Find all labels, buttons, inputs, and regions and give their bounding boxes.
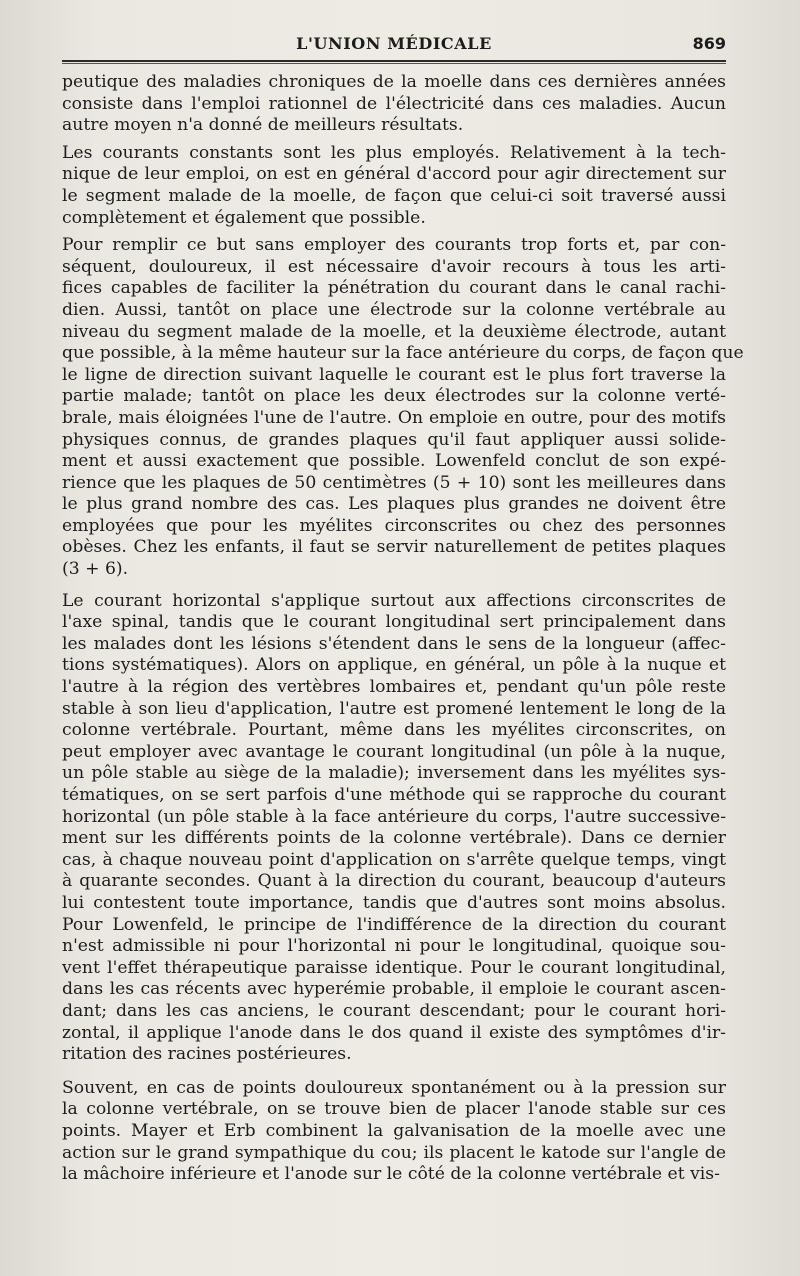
- text-line: niveau du segment malade de la moelle, et la deuxième électrode, autant: [62, 321, 726, 342]
- text-line: tions systématiques). Alors on applique, en général, un pôle à la nuque et: [62, 655, 726, 676]
- paragraph: [62, 1078, 726, 1186]
- text-line: ment et aussi exactement que possible. Lowenfeld conclut de son expé-: [62, 451, 726, 472]
- text-line: dant; dans les cas anciens, le courant descendant; pour le courant hori-: [62, 1000, 726, 1021]
- text-line: autre moyen n'a donné de meilleurs résultats.: [62, 115, 464, 136]
- text-line: Les courants constants sont les plus employés. Relativement à la tech-: [62, 142, 726, 163]
- text-line: employées que pour les myélites circonscrites ou chez des personnes: [62, 515, 726, 536]
- text-line: que possible, à la même hauteur sur la face antérieure du corps, de façon que: [62, 343, 744, 364]
- text-line: ritation des racines postérieures.: [62, 1044, 352, 1065]
- text-line: consiste dans l'emploi rationnel de l'électricité dans ces maladies. Aucun: [62, 93, 726, 114]
- text-line: nique de leur emploi, on est en général d'accord pour agir directement sur: [62, 164, 726, 185]
- text-line: points. Mayer et Erb combinent la galvanisation de la moelle avec une: [62, 1120, 726, 1141]
- text-line: l'axe spinal, tandis que le courant longitudinal sert principalement dans: [62, 612, 726, 633]
- text-line: horizontal (un pôle stable à la face antérieure du corps, l'autre successive-: [62, 806, 726, 827]
- page-header: [62, 28, 726, 62]
- text-line: l'autre à la région des vertèbres lombaires et, pendant qu'un pôle reste: [62, 677, 726, 698]
- text-line: dans les cas récents avec hyperémie probable, il emploie le courant ascen-: [62, 979, 726, 1000]
- text-line: tématiques, on se sert parfois d'une méthode qui se rapproche du courant: [62, 785, 726, 805]
- text-line: les malades dont les lésions s'étendent dans le sens de la longueur (affec-: [62, 633, 726, 654]
- text-line: ment sur les différents points de la colonne vertébrale). Dans ce dernier: [62, 828, 726, 849]
- text-line: physiques connus, de grandes plaques qu'il faut appliquer aussi solide-: [62, 429, 726, 450]
- header-rule-thin: [62, 63, 726, 64]
- body-text: [62, 72, 744, 1186]
- text-line: Pour Lowenfeld, le principe de l'indifférence de la direction du courant: [62, 914, 726, 935]
- text-line: Pour remplir ce but sans employer des courants trop forts et, par con-: [62, 235, 726, 256]
- text-line: un pôle stable au siège de la maladie); inversement dans les myélites sys-: [62, 763, 726, 784]
- text-line: Le courant horizontal s'applique surtout aux affections circonscrites de: [62, 590, 726, 611]
- text-line: zontal, il applique l'anode dans le dos quand il existe des symptômes d'ir-: [62, 1022, 726, 1043]
- text-line: vent l'effet thérapeutique paraisse identique. Pour le courant longitudinal,: [62, 957, 726, 978]
- text-line: lui contestent toute importance, tandis que d'autres sont moins absolus.: [62, 892, 726, 913]
- text-line: (3 + 6).: [62, 559, 129, 580]
- text-line: complètement et également que possible.: [62, 207, 426, 228]
- text-line: obèses. Chez les enfants, il faut se servir naturellement de petites plaques: [62, 537, 726, 558]
- text-line: peut employer avec avantage le courant longitudinal (un pôle à la nuque,: [62, 741, 726, 762]
- text-line: peutique des maladies chroniques de la moelle dans ces dernières années: [62, 72, 726, 92]
- text-line: le plus grand nombre des cas. Les plaques plus grandes ne doivent être: [62, 494, 726, 515]
- paragraph: [62, 72, 726, 137]
- text-line: rience que les plaques de 50 centimètres (5 + 10) sont les meilleures dans: [62, 472, 726, 493]
- text-line: colonne vertébrale. Pourtant, même dans les myélites circonscrites, on: [62, 720, 726, 741]
- text-line: brale, mais éloignées l'une de l'autre. On emploie en outre, pour des motifs: [62, 407, 726, 428]
- page-number: 869: [692, 34, 726, 53]
- text-line: fices capables de faciliter la pénétration du courant dans le canal rachi-: [62, 278, 726, 299]
- text-line: stable à son lieu d'application, l'autre est promené lentement le long de la: [62, 698, 726, 719]
- text-line: à quarante secondes. Quant à la direction du courant, beaucoup d'auteurs: [62, 871, 726, 892]
- text-line: le segment malade de la moelle, de façon que celui-ci soit traversé aussi: [62, 185, 726, 206]
- text-line: le ligne de direction suivant laquelle le courant est le plus fort traverse la: [62, 364, 726, 385]
- text-line: Souvent, en cas de points douloureux spontanément ou à la pression sur: [62, 1077, 726, 1098]
- text-line: la colonne vertébrale, on se trouve bien de placer l'anode stable sur ces: [62, 1099, 726, 1120]
- text-line: séquent, douloureux, il est nécessaire d'avoir recours à tous les arti-: [62, 256, 726, 277]
- text-line: action sur le grand sympathique du cou; ils placent le katode sur l'angle de: [62, 1142, 726, 1163]
- paragraph: [62, 143, 726, 229]
- paragraph: [62, 591, 726, 1066]
- running-title: L'UNION MÉDICALE: [296, 34, 492, 53]
- text-line: partie malade; tantôt on place les deux électrodes sur la colonne verté-: [62, 386, 726, 407]
- text-line: la mâchoire inférieure et l'anode sur le côté de la colonne vertébrale et vis-: [62, 1164, 720, 1185]
- paragraph: [62, 235, 744, 581]
- header-rule: [62, 60, 726, 62]
- text-line: dien. Aussi, tantôt on place une électrode sur la colonne vertébrale au: [62, 299, 726, 320]
- text-line: cas, à chaque nouveau point d'application on s'arrête quelque temps, vingt: [62, 849, 726, 870]
- text-line: n'est admissible ni pour l'horizontal ni pour le longitudinal, quoique sou-: [62, 936, 726, 957]
